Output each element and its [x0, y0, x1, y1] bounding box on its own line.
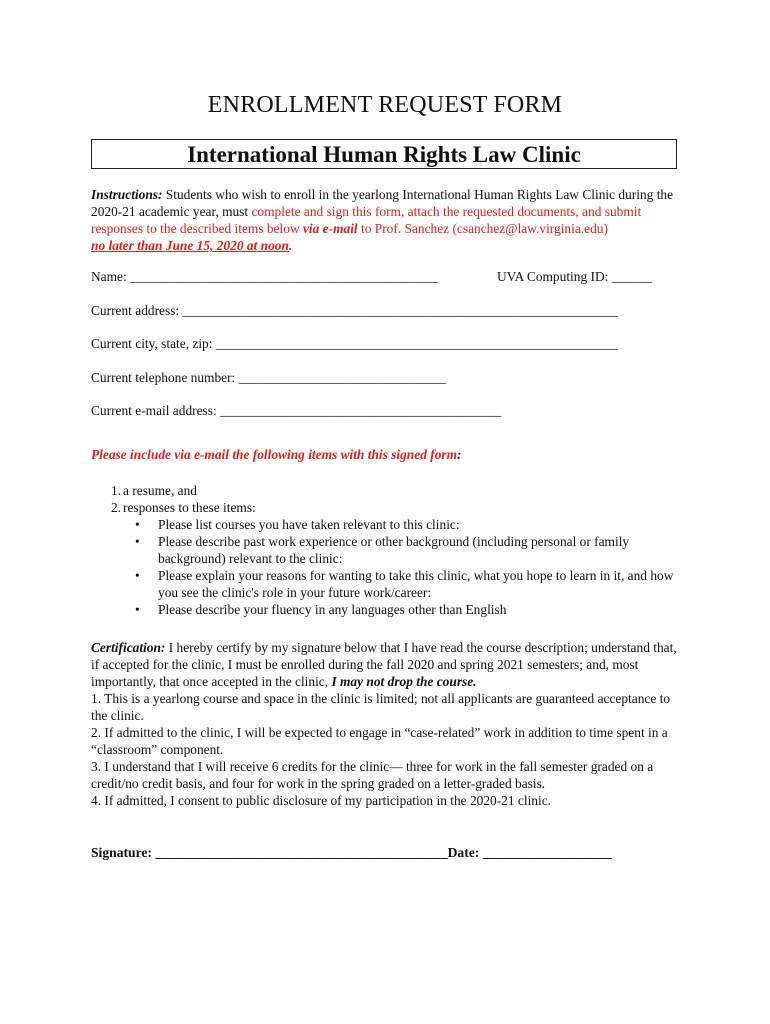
bullet-text: Please list courses you have taken relevant to this clinic: — [158, 517, 460, 532]
bullet-icon: • — [135, 602, 140, 617]
bullet-text: Please describe past work experience or other background (including personal or family background) relevant to the clinic: — [158, 534, 630, 566]
clinic-title-box — [91, 139, 677, 169]
instructions-text: Students who wish to enroll in the yearlong International Human Rights Law Clinic during the 2020-21 academic year, must — [91, 187, 674, 219]
computing-id-field[interactable]: UVA Computing ID: ______ — [497, 269, 652, 284]
telephone-field[interactable]: Current telephone number: _______________________________ — [91, 370, 447, 385]
list-item — [91, 482, 681, 499]
instructions-paragraph — [91, 186, 681, 254]
certification-point: 2. If admitted to the clinic, I will be expected to engage in “case-related” work in addition to time spent in a “classroom” component. — [91, 725, 668, 757]
include-heading-text: Please include via e-mail the following items with this signed form — [91, 447, 458, 462]
city-state-zip-field[interactable]: Current city, state, zip: ____________________________________________________________ — [91, 336, 618, 351]
include-heading-colon: : — [457, 447, 462, 462]
signature-date-line[interactable]: Signature: ___________________________________________Date: ___________________ — [91, 845, 612, 860]
bullet-item — [91, 533, 681, 567]
certification-point: 4. If admitted, I consent to public disclosure of my participation in the 2020-21 clinic. — [91, 793, 552, 808]
bullet-text: Please describe your fluency in any languages other than English — [158, 602, 507, 617]
list-item-number: 2. — [111, 500, 122, 515]
name-field[interactable]: Name: ______________________________________________ — [91, 269, 439, 284]
items-list — [91, 482, 681, 618]
list-item — [91, 499, 681, 516]
certification-section — [91, 639, 681, 809]
bullet-icon: • — [135, 517, 140, 532]
bullet-item — [91, 567, 681, 601]
clinic-title: International Human Rights Law Clinic — [187, 142, 581, 167]
instructions-red-text: complete and sign this form, attach the requested documents, and submit responses to the described items below — [91, 204, 642, 236]
certification-paragraph — [91, 639, 681, 690]
list-item-number: 1. — [111, 483, 122, 498]
certification-point: 1. This is a yearlong course and space in the clinic is limited; not all applicants are guaranteed acceptance to the clinic. — [91, 691, 671, 723]
address-field[interactable]: Current address: _________________________________________________________________ — [91, 303, 618, 318]
bullet-item — [91, 601, 681, 618]
certification-label: Certification: — [91, 640, 166, 655]
list-item-text: responses to these items: — [123, 500, 256, 515]
certification-point: 3. I understand that I will receive 6 credits for the clinic— three for work in the fall semester graded on a credit/no credit basis, and four for work in the spring graded on a letter-graded basis. — [91, 759, 654, 791]
deadline-text: no later than June 15, 2020 at noon — [91, 238, 289, 253]
instructions-label: Instructions: — [91, 187, 163, 202]
bullet-item — [91, 516, 681, 533]
list-item-text: a resume, and — [123, 483, 197, 498]
deadline-period: . — [288, 238, 293, 253]
bullet-icon: • — [135, 534, 140, 549]
instructions-contact: to Prof. Sanchez (csanchez@law.virginia.edu) — [357, 221, 608, 236]
bullet-text: Please explain your reasons for wanting to take this clinic, what you hope to learn in it, and how you see the clinic's role in your future work/career: — [158, 568, 674, 600]
bullet-icon: • — [135, 568, 140, 583]
via-email-emphasis: via e-mail — [302, 221, 358, 236]
certification-text: I hereby certify by my signature below that I have read the course description; understand that, if accepted for the clinic, I must be enrolled during the fall 2020 and spring 2021 semesters; and, most importantly, that once accepted in the clinic, — [91, 640, 677, 689]
email-field[interactable]: Current e-mail address: __________________________________________ — [91, 403, 502, 418]
include-heading — [91, 446, 681, 463]
certification-emphasis: I may not drop the course. — [331, 674, 477, 689]
form-title: ENROLLMENT REQUEST FORM — [207, 92, 563, 118]
